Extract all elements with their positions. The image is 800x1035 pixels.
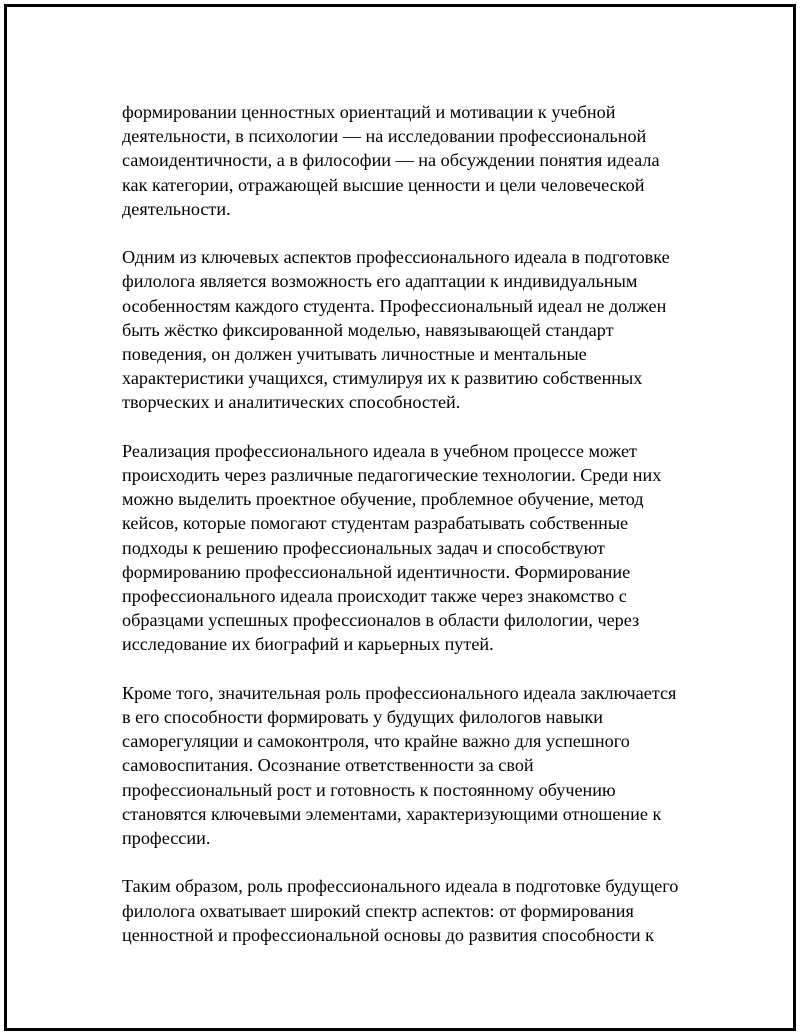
text-line: филолога охватывает широкий спектр аспектов: от формирования: [122, 900, 634, 921]
text-line: кейсов, которые помогают студентам разрабатывать собственные: [122, 513, 629, 534]
paragraph: [122, 245, 712, 414]
text-line: быть жёстко фиксированной моделью, навязывающей стандарт: [122, 319, 614, 340]
text-line: деятельности, в психологии — на исследовании профессиональной: [122, 126, 647, 147]
text-line: можно выделить проектное обучение, проблемное обучение, метод: [122, 489, 644, 510]
text-line: Реализация профессионального идеала в учебном процессе может: [122, 440, 637, 461]
text-line: ценностной и профессиональной основы до развития способности к: [122, 924, 655, 945]
text-line: деятельности.: [122, 198, 231, 219]
paragraph: [122, 681, 712, 850]
text-line: формировании ценностных ориентаций и мотивации к учебной: [122, 102, 616, 122]
paragraph: [122, 439, 712, 657]
text-line: профессии.: [122, 828, 211, 849]
text-line: формированию профессиональной идентичности. Формирование: [122, 561, 631, 582]
paragraph: [122, 100, 712, 221]
text-line: Таким образом, роль профессионального идеала в подготовке будущего: [122, 876, 679, 897]
text-line: особенностям каждого студента. Профессиональный идеал не должен: [122, 295, 667, 316]
text-line: профессионального идеала происходит также через знакомство с: [122, 586, 627, 607]
text-line: образцами успешных профессионалов в области филологии, через: [122, 610, 640, 631]
text-line: самовоспитания. Осознание ответственности за свой: [122, 755, 534, 776]
text-line: как категории, отражающей высшие ценности и цели человеческой: [122, 174, 645, 195]
text-line: становятся ключевыми элементами, характеризующими отношение к: [122, 803, 662, 824]
text-line: происходить через различные педагогические технологии. Среди них: [122, 465, 662, 486]
text-line: творческих и аналитических способностей.: [122, 392, 461, 413]
text-line: в его способности формировать у будущих филологов навыки: [122, 707, 603, 728]
text-line: Одним из ключевых аспектов профессионального идеала в подготовке: [122, 247, 670, 268]
text-line: профессиональный рост и готовность к постоянному обучению: [122, 779, 616, 800]
text-line: подходы к решению профессиональных задач и способствуют: [122, 537, 605, 558]
text-line: поведения, он должен учитывать личностные и ментальные: [122, 344, 587, 365]
text-line: самоидентичности, а в философии — на обсуждении понятия идеала: [122, 150, 660, 171]
text-line: Кроме того, значительная роль профессионального идеала заключается: [122, 682, 677, 703]
text-line: саморегуляции и самоконтроля, что крайне важно для успешного: [122, 731, 630, 752]
text-line: характеристики учащихся, стимулируя их к развитию собственных: [122, 368, 643, 389]
page-frame: [4, 4, 796, 1031]
text-line: исследование их биографий и карьерных путей.: [122, 634, 494, 655]
paragraph: [122, 874, 712, 947]
text-line: филолога является возможность его адаптации к индивидуальным: [122, 271, 638, 292]
document-body: [122, 100, 712, 971]
